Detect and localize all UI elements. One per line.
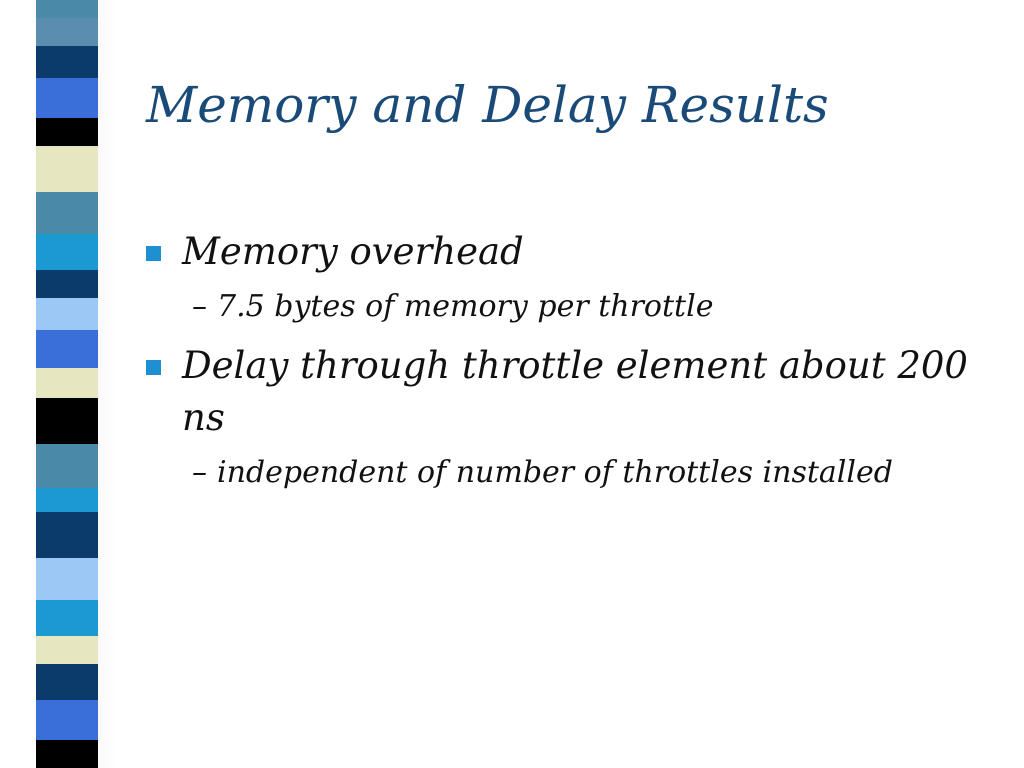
decorative-stripe-bar xyxy=(36,0,98,768)
bullet-text: Delay through throttle element about 200 ns xyxy=(182,343,968,440)
sub-bullet-item xyxy=(140,287,980,326)
square-bullet-icon xyxy=(146,246,161,261)
sub-bullet-item xyxy=(140,453,980,492)
slide-title: Memory and Delay Results xyxy=(146,76,829,134)
bullet-text: Memory overhead xyxy=(182,230,524,273)
bullet-item-memory-overhead xyxy=(140,226,980,279)
square-bullet-icon xyxy=(146,360,161,375)
dash-marker: – xyxy=(192,454,207,490)
bullet-item-delay xyxy=(140,340,980,445)
dash-marker: – xyxy=(192,288,207,324)
bullet-list xyxy=(140,226,980,506)
stripe-graphic xyxy=(36,0,98,768)
sub-bullet-text: 7.5 bytes of memory per throttle xyxy=(217,288,714,324)
sub-bullet-text: independent of number of throttles installed xyxy=(217,454,893,490)
